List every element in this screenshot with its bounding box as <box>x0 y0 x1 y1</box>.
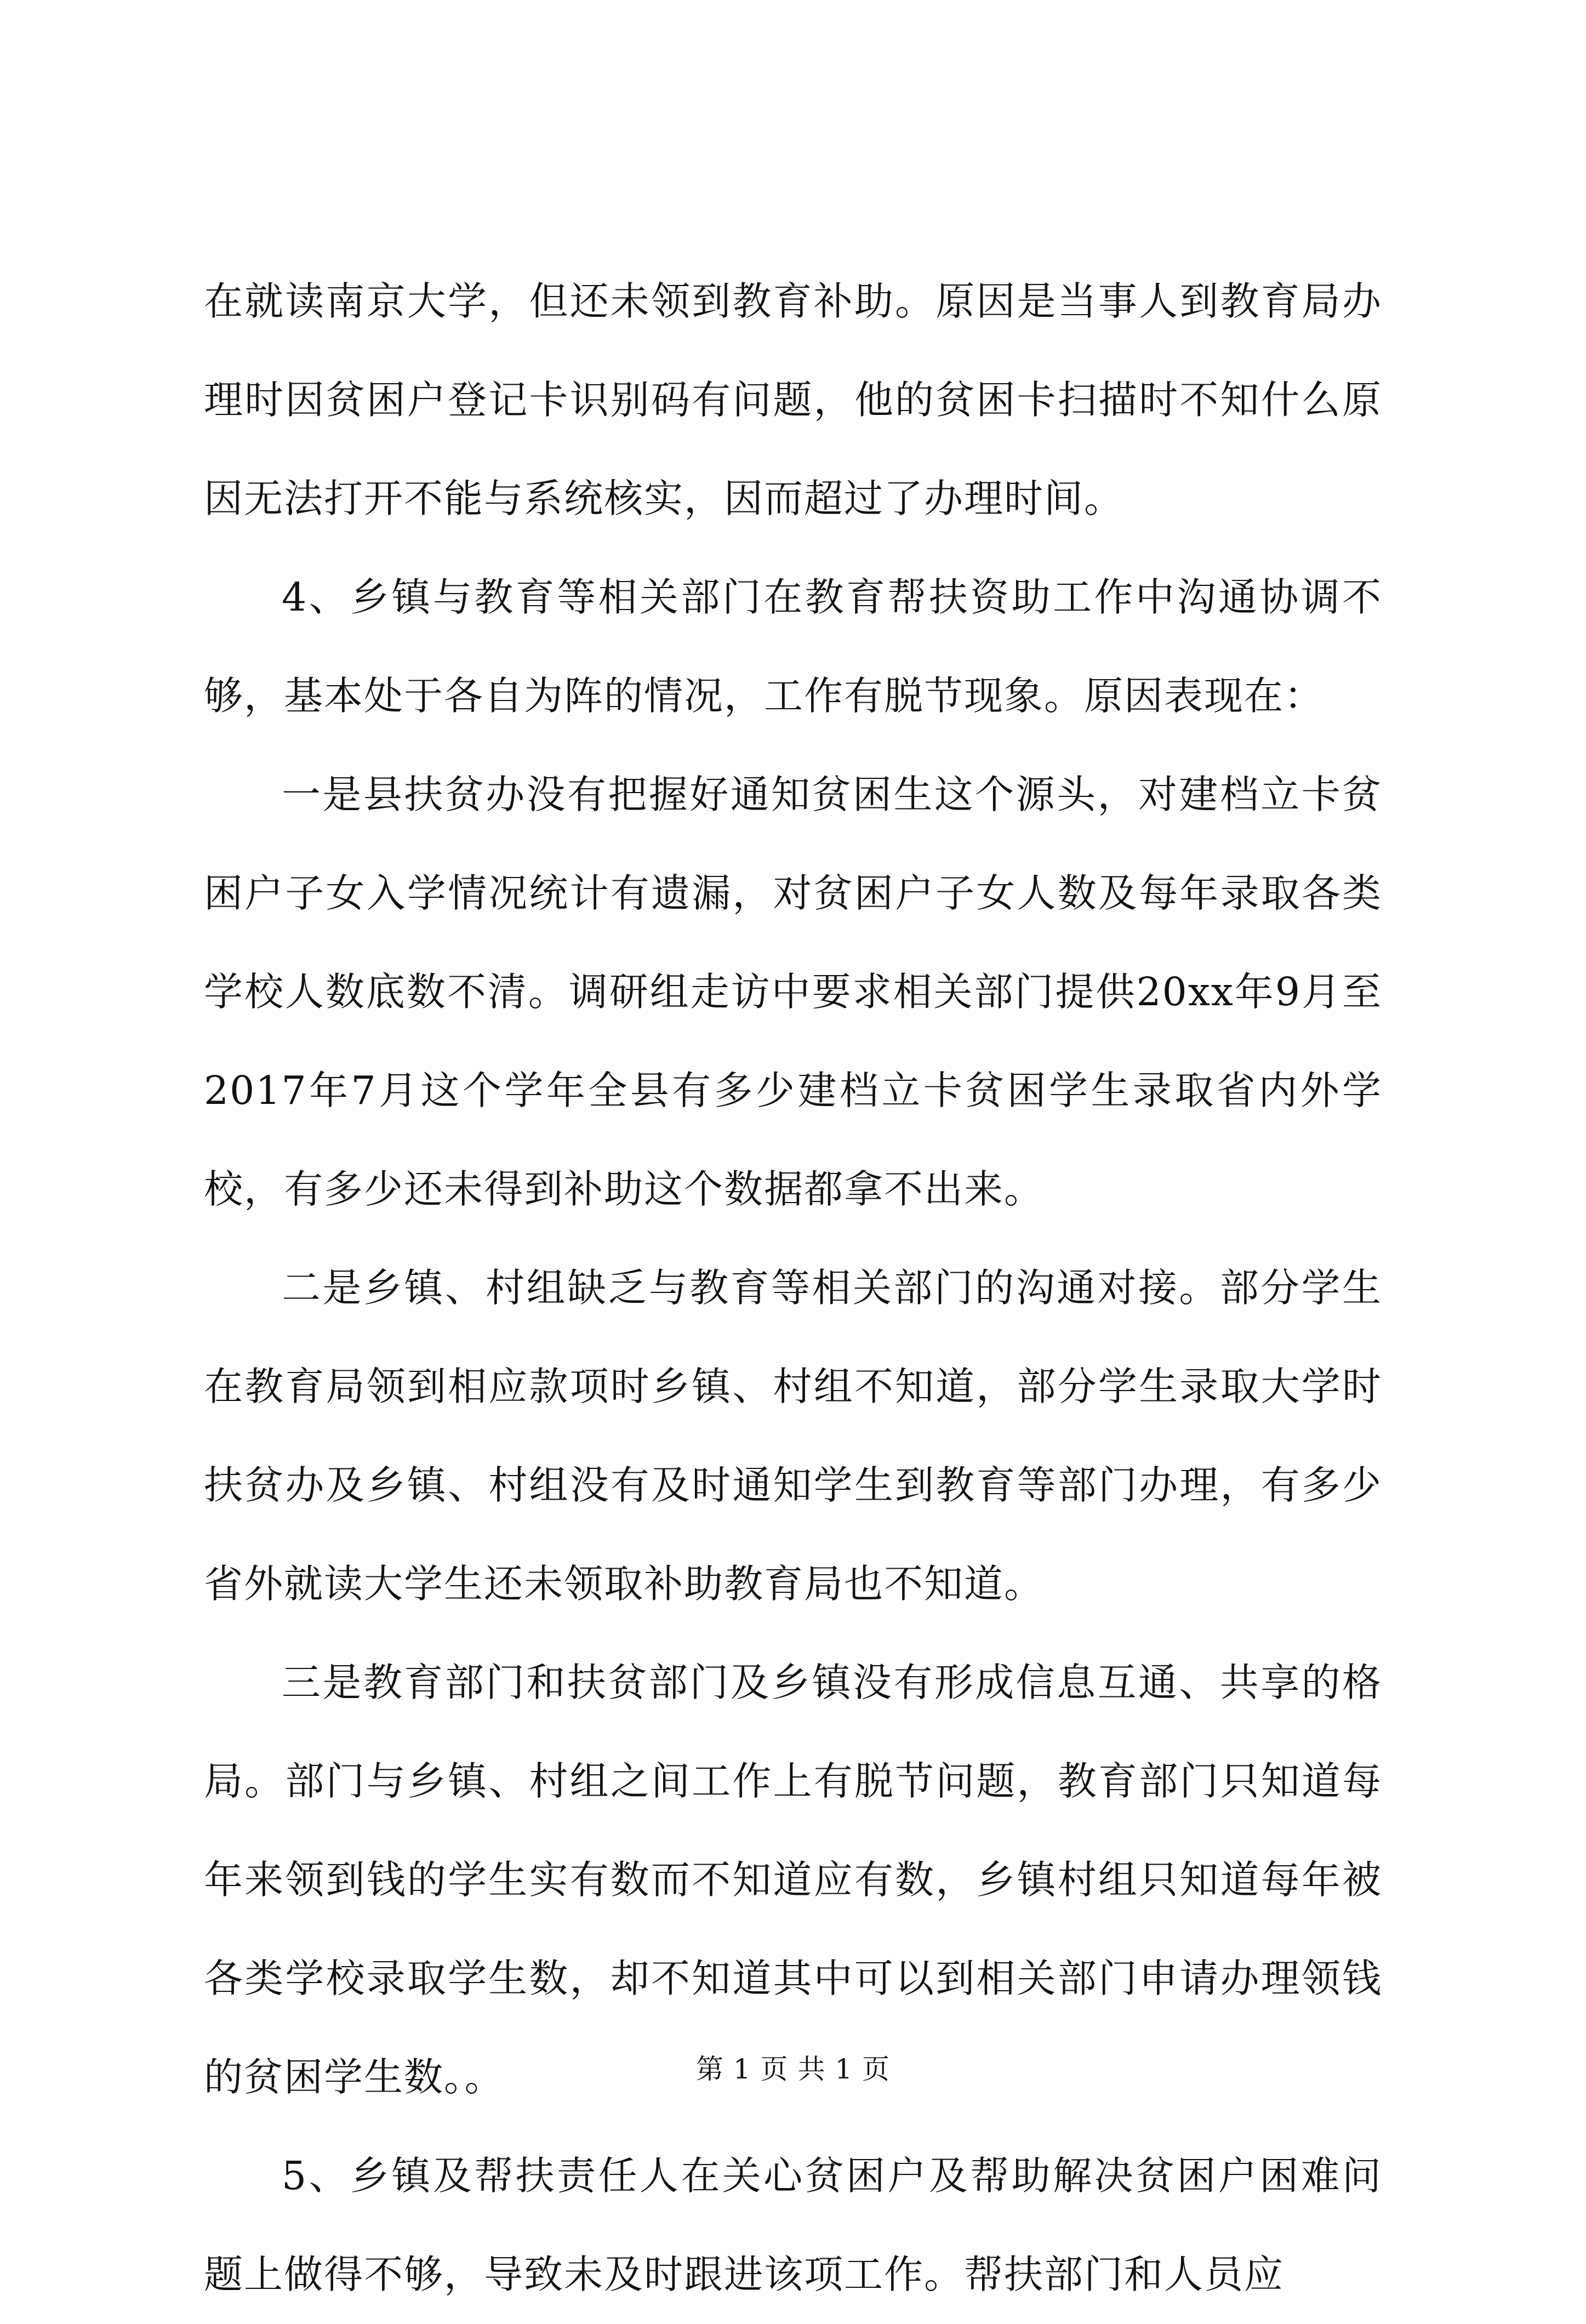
paragraph-point-three: 三是教育部门和扶贫部门及乡镇没有形成信息互通、共享的格局。部门与乡镇、村组之间工作上有脱节问题，教育部门只知道每年来领到钱的学生实有数而不知道应有数，乡镇村组只知道每年被各类学校录取学生数，却不知道其中可以到相关部门申请办理领钱的贫困学生数。。 <box>204 1660 1382 2100</box>
paragraph-point-two: 二是乡镇、村组缺乏与教育等相关部门的沟通对接。部分学生在教育局领到相应款项时乡镇、村组不知道，部分学生录取大学时扶贫办及乡镇、村组没有及时通知学生到教育等部门办理，有多少省外就读大学生还未领取补助教育局也不知道。 <box>204 1265 1382 1607</box>
paragraph-item-4: 4、乡镇与教育等相关部门在教育帮扶资助工作中沟通协调不够，基本处于各自为阵的情况，工作有脱节现象。原因表现在： <box>204 574 1382 719</box>
paragraph-item-5: 5、乡镇及帮扶责任人在关心贫困户及帮助解决贫困户困难问题上做得不够，导致未及时跟进该项工作。帮扶部门和人员应 <box>204 2153 1382 2297</box>
document-body <box>204 252 1382 2324</box>
paragraph-continuation: 在就读南京大学，但还未领到教育补助。原因是当事人到教育局办理时因贫困户登记卡识别码有问题，他的贫困卡扫描时不知什么原因无法打开不能与系统核实，因而超过了办理时间。 <box>204 278 1382 521</box>
page-footer: 第 1 页 共 1 页 <box>695 2053 891 2085</box>
paragraph-point-one: 一是县扶贫办没有把握好通知贫困生这个源头，对建档立卡贫困户子女入学情况统计有遗漏，对贫困户子女人数及每年录取各类学校人数底数不清。调研组走访中要求相关部门提供20xx年9月至2017年7月这个学年全县有多少建档立卡贫困学生录取省内外学校，有多少还未得到补助这个数据都拿不出来。 <box>204 772 1382 1212</box>
